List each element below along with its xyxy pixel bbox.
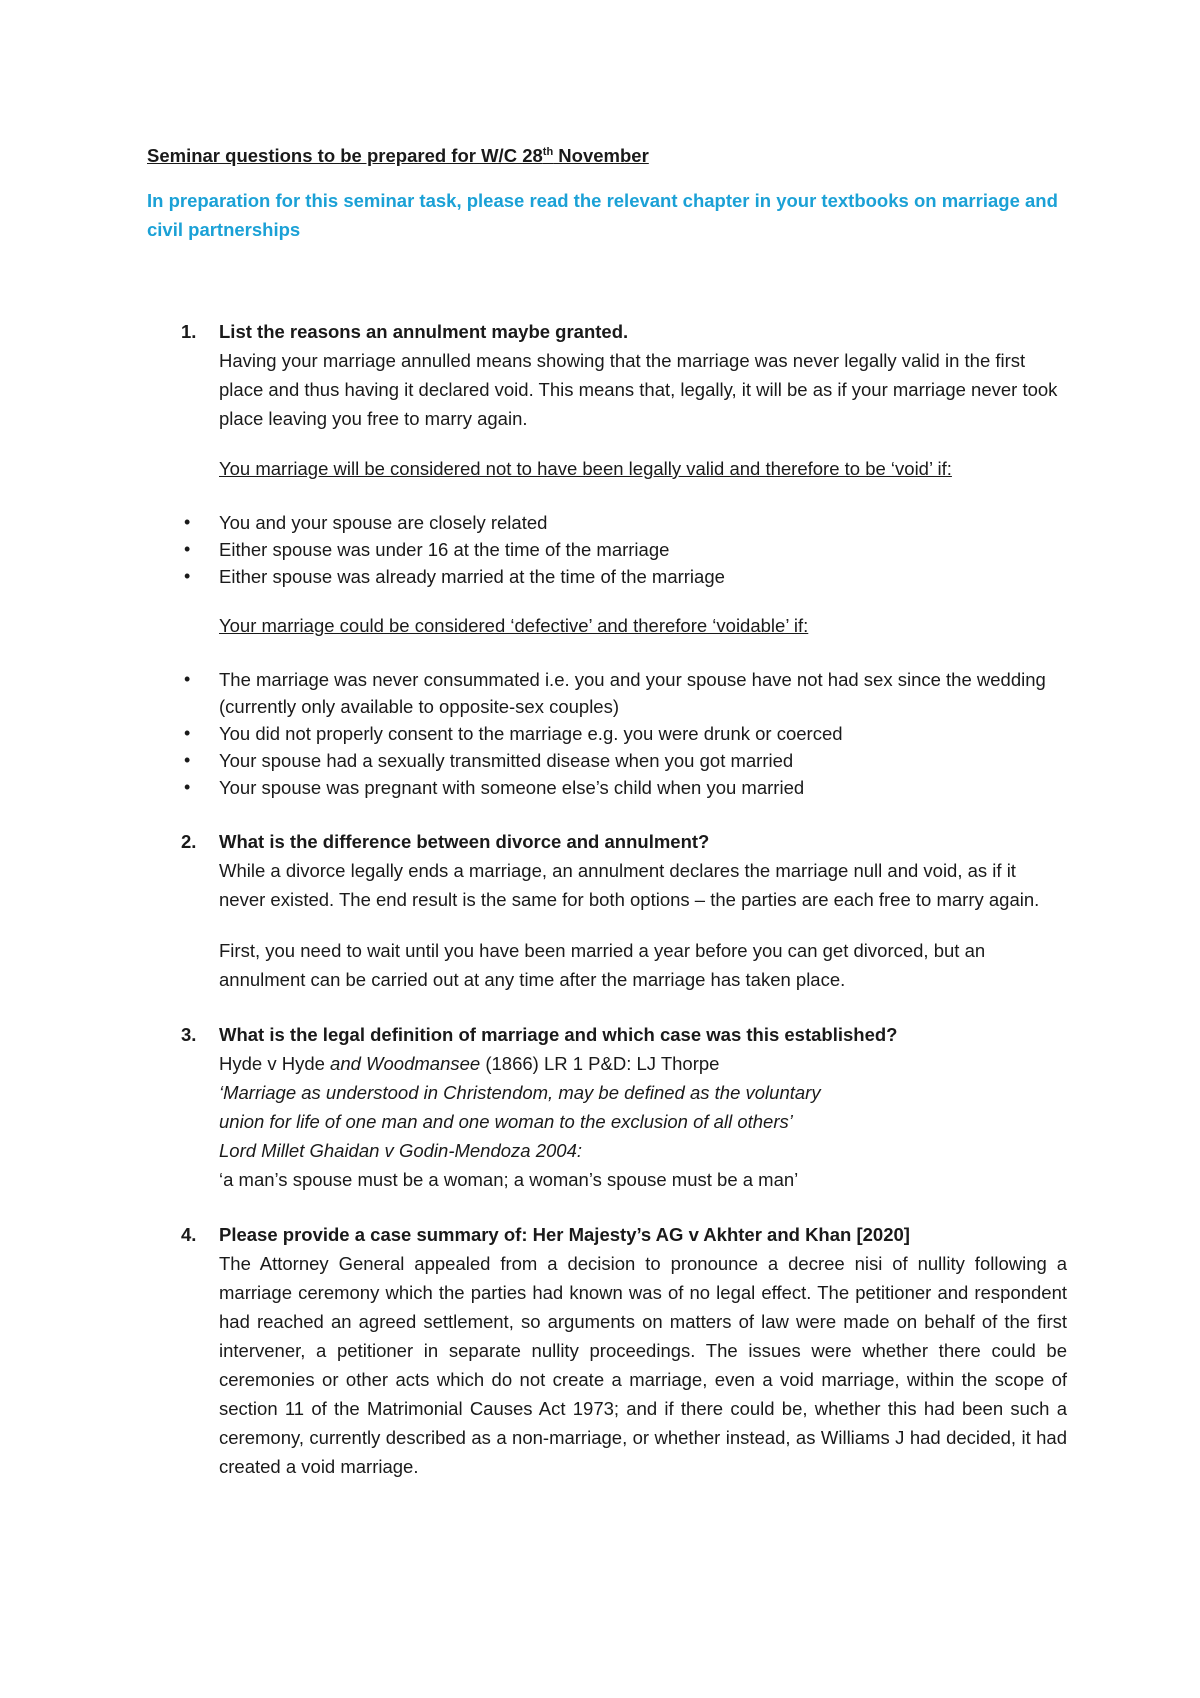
question-1 [147, 318, 1067, 828]
quote-line: ‘a man’s spouse must be a woman; a woman’s spouse must be a man’ [219, 1169, 799, 1190]
quote-line [219, 1107, 1067, 1136]
question-title: Please provide a case summary of: Her Majesty’s AG v Akhter and Khan [2020] [219, 1224, 910, 1245]
case-citation [219, 1049, 1067, 1078]
title-text: Seminar questions to be prepared for W/C 28 [147, 145, 543, 166]
question-title: What is the legal definition of marriage and which case was this established? [219, 1024, 898, 1045]
case-citation-2 [219, 1136, 1067, 1165]
case-reference: (1866) LR 1 P&D: LJ Thorpe [480, 1053, 720, 1074]
question-3 [147, 1021, 1067, 1221]
question-2 [147, 828, 1067, 1021]
title-suffix: November [553, 145, 649, 166]
list-item: • You did not properly consent to the marriage e.g. you were drunk or coerced [147, 720, 1067, 747]
intro-text: In preparation for this seminar task, please read the relevant chapter in your textbooks on marriage and civil partnerships [147, 190, 1058, 240]
void-list [147, 509, 1067, 590]
case-name-italic: and Woodmansee [330, 1053, 481, 1074]
question-number: 4. [181, 1224, 197, 1245]
list-item: • The marriage was never consummated i.e. you and your spouse have not had sex since the wedding (currently only available to opposite-sex couples) [147, 666, 1067, 720]
list-item: • Your spouse was pregnant with someone else’s child when you married [147, 774, 1067, 801]
question-title: List the reasons an annulment maybe granted. [219, 321, 629, 342]
question-4 [147, 1221, 1067, 1481]
void-heading: You marriage will be considered not to have been legally valid and therefore to be ‘void’ if: [219, 458, 952, 479]
quote-text: ‘Marriage as understood in Christendom, may be defined as the voluntary [219, 1082, 821, 1103]
case-summary: The Attorney General appealed from a decision to pronounce a decree nisi of nullity following a marriage ceremony which the parties had known was of no legal effect. The petitioner and respondent had reached an agreed settlement, so arguments on matters of law were made on behalf of the first intervener, a petitioner in separate nullity proceedings. The issues were whether there could be ceremonies or other acts which do not create a marriage, even a void marriage, within the scope of section 11 of the Matrimonial Causes Act 1973; and if there could be, whether this had been such a ceremony, currently described as a non-marriage, or whether instead, as Williams J had decided, it had created a void marriage. [219, 1253, 1067, 1477]
question-number: 3. [181, 1024, 197, 1045]
voidable-heading: Your marriage could be considered ‘defective’ and therefore ‘voidable’ if: [219, 615, 809, 636]
answer-paragraph: First, you need to wait until you have been married a year before you can get divorced, but an annulment can be carried out at any time after the marriage has taken place. [219, 940, 986, 990]
quote-text: union for life of one man and one woman to the exclusion of all others’ [219, 1111, 793, 1132]
quote-line [219, 1078, 1067, 1107]
answer-paragraph: Having your marriage annulled means showing that the marriage was never legally valid in the first place and thus having it declared void. This means that, legally, it will be as if your marriage never took place leaving you free to marry again. [219, 350, 1058, 429]
title-superscript: th [542, 146, 554, 158]
answer-paragraph: While a divorce legally ends a marriage, an annulment declares the marriage null and void, as if it never existed. The end result is the same for both options – the parties are each free to marry again. [219, 860, 1040, 910]
question-title: What is the difference between divorce and annulment? [219, 831, 710, 852]
list-item: • Either spouse was already married at the time of the marriage [147, 563, 1067, 590]
question-list [147, 318, 1067, 1481]
list-item: • You and your spouse are closely related [147, 509, 1067, 536]
case-name-italic: Lord Millet Ghaidan v Godin-Mendoza 2004: [219, 1140, 583, 1161]
case-name: Hyde v Hyde [219, 1053, 331, 1074]
list-item: • Either spouse was under 16 at the time of the marriage [147, 536, 1067, 563]
question-number: 2. [181, 831, 197, 852]
document-body [147, 142, 1067, 1481]
question-number: 1. [181, 321, 197, 342]
list-item: • Your spouse had a sexually transmitted disease when you got married [147, 747, 1067, 774]
page-title [147, 142, 1067, 170]
voidable-list [147, 666, 1067, 801]
